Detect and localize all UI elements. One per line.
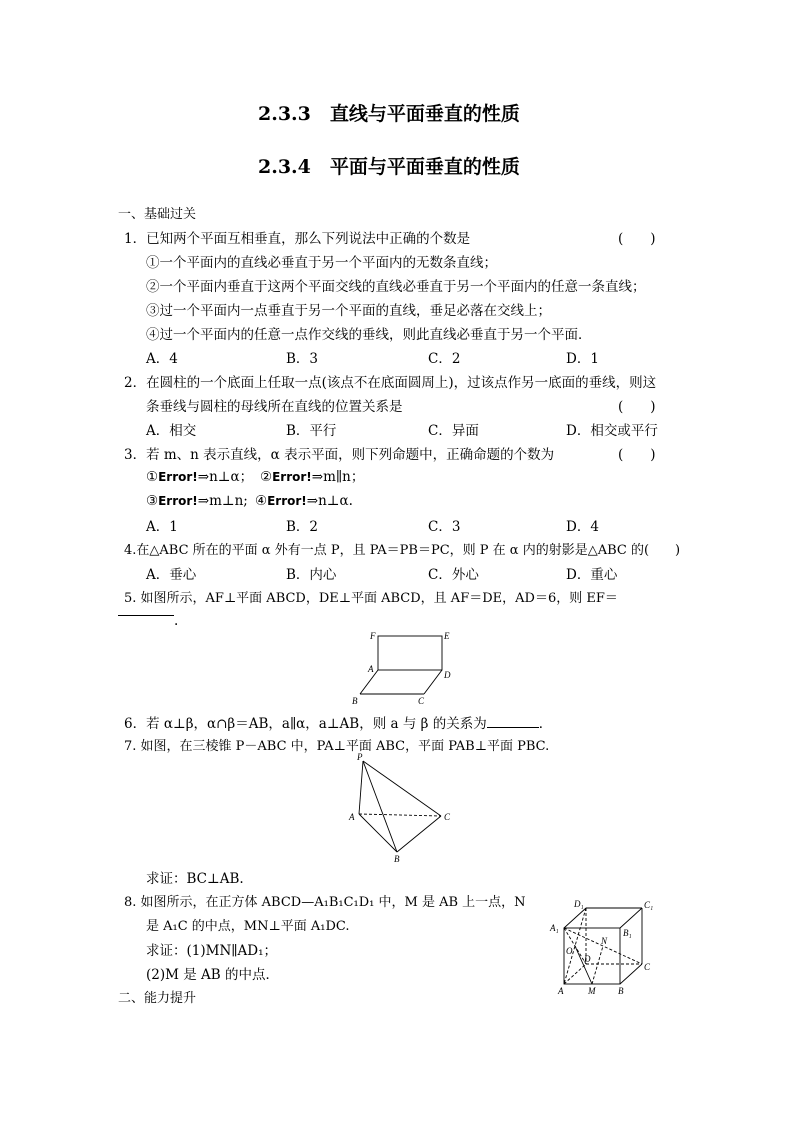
label-N: N <box>601 936 608 946</box>
label-P: P <box>357 752 363 762</box>
title-1: 2.3.3 直线与平面垂直的性质 <box>258 103 520 125</box>
q4-stem: 4.在△ABC 所在的平面 α 外有一点 P，且 PA＝PB＝PC，则 P 在 α 内的射影是△ABC 的( ) <box>124 543 681 558</box>
q2-option-c: C．异面 <box>428 423 479 439</box>
label-D: D <box>584 954 591 964</box>
q1-option-a: A．4 <box>146 351 178 367</box>
q3-option-b: B．2 <box>286 519 319 535</box>
label-A: A <box>558 986 564 996</box>
label-A1: A₁ <box>550 923 559 933</box>
q1-option-b: B．3 <box>286 351 319 367</box>
label-C: C <box>444 812 451 822</box>
label-C: C <box>418 696 425 706</box>
q6-stem: 6．若 α⊥β，α∩β＝AB，a∥α，a⊥AB，则 a 与 β 的关系为 ． <box>124 716 553 732</box>
q1-item-3: ③过一个平面内一点垂直于另一个平面的直线，垂足必落在交线上； <box>146 303 551 319</box>
q7-figure <box>345 752 460 864</box>
label-A: A <box>349 812 355 822</box>
q6-answer-blank <box>487 714 539 728</box>
q1-option-d: D．1 <box>566 351 599 367</box>
q1-item-1: ①一个平面内的直线必垂直于另一个平面内的无数条直线； <box>146 255 497 271</box>
label-O: O <box>566 946 573 956</box>
q1-stem: 1．已知两个平面互相垂直，那么下列说法中正确的个数是 <box>124 231 471 247</box>
section-heading-advanced: 二、能力提升 <box>118 991 197 1006</box>
q7-stem: 7. 如图，在三棱锥 P－ABC 中，PA⊥平面 ABC，平面 PAB⊥平面 PBC. <box>124 739 550 754</box>
q5-answer-blank <box>118 615 174 616</box>
label-E: E <box>444 631 450 641</box>
q1-item-4: ④过一个平面内的任意一点作交线的垂线，则此直线必垂直于另一个平面． <box>146 327 592 343</box>
q3-answer-paren: ( ) <box>618 447 656 463</box>
q3-proposition-3: ③Error!⇒m⊥n; <box>146 493 248 509</box>
q3-option-a: A．1 <box>146 519 178 535</box>
label-C: C <box>644 962 651 972</box>
label-B: B <box>618 986 624 996</box>
label-M: M <box>588 986 596 996</box>
q4-option-a: A．垂心 <box>146 567 197 583</box>
q2-line-2: 条垂线与圆柱的母线所在直线的位置关系是 <box>146 399 403 415</box>
title-2: 2.3.4 平面与平面垂直的性质 <box>258 156 520 178</box>
q5-figure <box>352 628 460 710</box>
label-D: D <box>444 670 451 680</box>
q3-proposition-4: ④Error!⇒n⊥α. <box>255 493 353 509</box>
q5-stem-tail: . <box>174 613 179 629</box>
q1-option-c: C．2 <box>428 351 461 367</box>
label-A: A <box>368 664 374 674</box>
q4-option-d: D．重心 <box>566 567 618 583</box>
label-D1: D₁ <box>574 899 584 909</box>
q4-option-c: C．外心 <box>428 567 479 583</box>
q8-line-2: 是 A₁C 的中点，MN⊥平面 A₁DC. <box>146 919 350 934</box>
q4-option-b: B．内心 <box>286 567 337 583</box>
q2-line-1: 2．在圆柱的一个底面上任取一点(该点不在底面圆周上)，过该点作另一底面的垂线，则这 <box>124 375 657 391</box>
q3-option-d: D．4 <box>566 519 599 535</box>
label-B: B <box>352 696 358 706</box>
q5-stem: 5. 如图所示，AF⊥平面 ABCD，DE⊥平面 ABCD，且 AF＝DE，AD＝6，则 EF＝ <box>124 591 618 606</box>
q8-line-1: 8. 如图所示，在正方体 ABCD—A₁B₁C₁D₁ 中，M 是 AB 上一点，N <box>124 895 526 910</box>
q1-answer-paren: ( ) <box>618 231 656 247</box>
label-B: B <box>394 854 400 864</box>
q8-cube-figure <box>546 896 656 998</box>
q2-option-b: B．平行 <box>286 423 337 439</box>
q2-answer-paren: ( ) <box>618 399 656 415</box>
q3-option-c: C．3 <box>428 519 461 535</box>
q8-proof-2: (2)M 是 AB 的中点． <box>146 967 279 983</box>
q3-proposition-2: ②Error!⇒m∥n； <box>260 469 365 485</box>
q3-stem: 3．若 m、n 表示直线，α 表示平面，则下列命题中，正确命题的个数为 <box>124 447 555 463</box>
label-B1: B₁ <box>623 928 632 938</box>
label-F: F <box>370 631 376 641</box>
q8-proof-1: 求证：(1)MN∥AD₁； <box>146 943 277 959</box>
q1-item-2: ②一个平面内垂直于这两个平面交线的直线必垂直于另一个平面内的任意一条直线； <box>146 279 646 295</box>
q3-proposition-1: ①Error!⇒n⊥α； <box>146 469 254 485</box>
q7-proof: 求证：BC⊥AB. <box>146 871 244 887</box>
q2-option-a: A．相交 <box>146 423 197 439</box>
label-C1: C₁ <box>644 900 654 910</box>
section-heading-basic: 一、基础过关 <box>118 207 197 222</box>
q2-option-d: D．相交或平行 <box>566 423 658 439</box>
